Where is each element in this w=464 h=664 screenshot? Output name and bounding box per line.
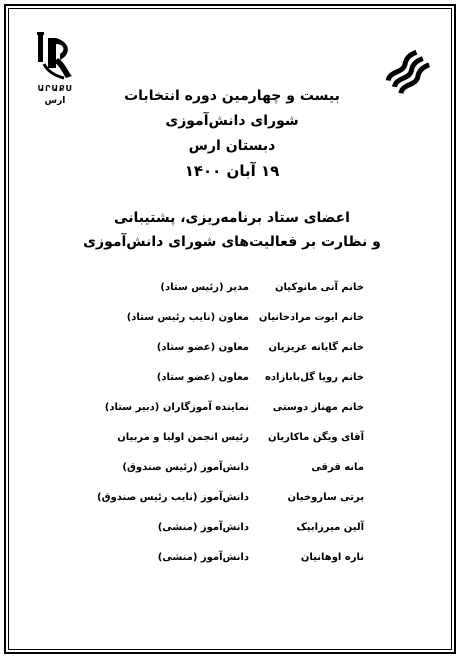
member-name: خانم ایوت مرادخانیان [258, 312, 364, 323]
election-title: بیست و چهارمین دوره انتخابات [124, 88, 340, 104]
list-item [100, 402, 364, 432]
committee-title [40, 206, 424, 254]
member-role: معاون (عضو ستاد) [156, 342, 249, 353]
member-name: خانم مهناز دوستی [272, 402, 364, 413]
member-name: ناره اوهانیان [300, 552, 364, 563]
member-name: مانه قرقی [311, 462, 364, 473]
committee-title-line1: اعضای ستاد برنامه‌ریزی، پشتیبانی [114, 210, 350, 226]
member-role: نماینده آموزگاران (دبیر ستاد) [104, 402, 249, 413]
document-header [60, 84, 404, 184]
member-name: خانم رویا گل‌بابازاده [265, 372, 364, 383]
member-role: مدیر (رئیس ستاد) [160, 282, 249, 293]
member-name: خانم آنی مانوکیان [275, 282, 364, 293]
list-item [97, 492, 364, 522]
member-name: آقای ویگن ماکاریان [268, 432, 364, 443]
logo-persian-text: ارس [44, 96, 66, 106]
list-item [100, 342, 364, 372]
member-role: دانش‌آموز (نایب رئیس صندوق) [97, 492, 249, 503]
logo-latin-text: ԱՐԱՔՍ [37, 84, 73, 93]
list-item [100, 312, 364, 342]
list-item [100, 552, 364, 582]
school-name: دبستان ارس [188, 138, 276, 154]
list-item [100, 522, 364, 552]
member-name: خانم گایانه عزیزیان [268, 342, 364, 353]
council-title: شورای دانش‌آموزی [165, 113, 299, 129]
member-role: دانش‌آموز (منشی) [157, 552, 249, 563]
document-date: ۱۹ آبان ۱۴۰۰ [184, 162, 280, 180]
member-role: دانش‌آموز (منشی) [157, 522, 249, 533]
members-list [97, 282, 364, 582]
member-role: معاون (نایب رئیس ستاد) [126, 312, 249, 323]
member-name: برتی ساروخیان [287, 492, 364, 503]
list-item [100, 432, 364, 462]
list-item [100, 282, 364, 312]
committee-title-line2: و نظارت بر فعالیت‌های شورای دانش‌آموزی [83, 234, 381, 250]
list-item [100, 372, 364, 402]
member-role: معاون (عضو ستاد) [156, 372, 249, 383]
list-item [100, 462, 364, 492]
member-role: رئیس انجمن اولیا و مربیان [117, 432, 249, 443]
member-role: دانش‌آموز (رئیس صندوق) [122, 462, 249, 473]
member-name: آلین میرزابیک [296, 522, 364, 533]
